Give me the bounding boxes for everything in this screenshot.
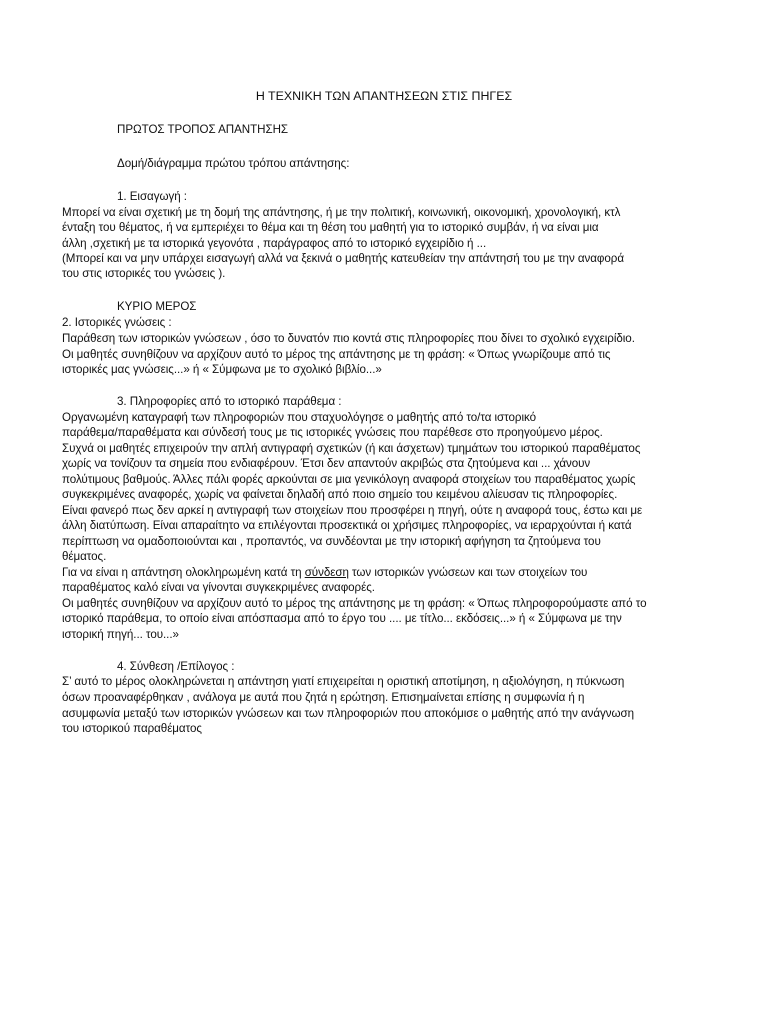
section3-line: Συχνά οι μαθητές επιχειρούν την απλή αντιγραφή σχετικών (ή και άσχετων) τμημάτων του ιστορικού παραθέματος [62,442,641,455]
section3-line: Οι μαθητές συνηθίζουν να αρχίζουν αυτό το μέρος της απάντησης με τη φράση: « Όπως πληροφορούμαστε από το [62,597,647,610]
section3-link-prefix: Για να είναι η απάντηση ολοκληρωμένη κατά τη [62,566,305,579]
section3-line: περίπτωση να ομαδοποιούνται και , προπαντός, να συνδέονται με την ιστορική αφήγηση τα ζητούμενα του [62,535,601,548]
section2-line: ιστορικές μας γνώσεις...» ή « Σύμφωνα με το σχολικό βιβλίο...» [62,363,382,376]
section3-heading: 3. Πληροφορίες από το ιστορικό παράθεμα : [117,395,342,408]
underlined-word: σύνδεση [304,566,349,579]
intro-heading: 1. Εισαγωγή : [117,190,187,203]
section3-line: πολύτιμους βαθμούς. Άλλες πάλι φορές αρκούνται σε μια γενικόλογη αναφορά στοιχείων του παραθέματος χωρίς [62,473,636,486]
section2-line: Παράθεση των ιστορικών γνώσεων , όσο το δυνατόν πιο κοντά στις πληροφορίες που δίνει το σχολικό εγχειρίδιο. [62,332,635,345]
intro-line: (Μπορεί και να μην υπάρχει εισαγωγή αλλά να ξεκινά ο μαθητής κατευθείαν την απάντησή του με την αναφορά [62,252,624,265]
section3-line: Είναι φανερό πως δεν αρκεί η αντιγραφή των στοιχείων που προσφέρει η πηγή, ούτε η αναφορά τους, έστω και με [62,504,643,517]
conclusion-line: του ιστορικού παραθέματος [62,722,202,735]
intro-line: ένταξη του θέματος, ή να εμπεριέχει το θέμα και τη θέση του μαθητή για το ιστορικό συμβάν, ή να είναι μια [62,221,599,234]
conclusion-line: Σ’ αυτό το μέρος ολοκληρώνεται η απάντηση γιατί επιχειρείται η οριστική αποτίμηση, η αξιολόγηση, η πύκνωση [62,675,625,688]
main-body-heading: ΚΥΡΙΟ ΜΕΡΟΣ [117,300,197,313]
section3-line: θέματος. [62,550,107,563]
section3-link-line [62,565,587,580]
section3-line: χωρίς να τονίζουν τα σημεία που ενδιαφέρουν. Έτσι δεν απαντούν ακριβώς στα ζητούμενα και ... χάνουν [62,457,591,470]
conclusion-line: όσων προαναφέρθηκαν , ανάλογα με αυτά που ζητά η ερώτηση. Επισημαίνεται επίσης η συμφωνία ή η [62,691,585,704]
document-title: Η ΤΕΧΝΙΚΗ ΤΩΝ ΑΠΑΝΤΗΣΕΩΝ ΣΤΙΣ ΠΗΓΕΣ [255,89,513,103]
structure-heading: Δομή/διάγραμμα πρώτου τρόπου απάντησης: [117,157,350,170]
conclusion-line: ασυμφωνία μεταξύ των ιστορικών γνώσεων και των πληροφοριών που αποκόμισε ο μαθητής από την ανάγνωση [62,707,635,720]
intro-line: Μπορεί να είναι σχετική με τη δομή της απάντησης, ή με την πολιτική, κοινωνική, οικονομική, χρονολογική, κτλ [62,206,621,219]
section3-line: συγκεκριμένες αναφορές, χωρίς να φαίνεται δηλαδή από ποιο σημείο του κειμένου αλίευσαν τις πληροφορίες. [62,488,618,501]
section3-link-suffix: των ιστορικών γνώσεων και των στοιχείων του [348,566,588,579]
section3-line: παραθέματος καλό είναι να γίνονται συγκεκριμένες αναφορές. [62,581,375,594]
section3-line: άλλη διατύπωση. Είναι απαραίτητο να επιλέγονται προσεκτικά οι χρήσιμες πληροφορίες, να ιεραρχούνται ή κατά [62,519,632,532]
section2-line: Οι μαθητές συνηθίζουν να αρχίζουν αυτό το μέρος της απάντησης με τη φράση: « Όπως γνωρίζουμε από τις [62,348,611,361]
first-method-heading: ΠΡΩΤΟΣ ΤΡΟΠΟΣ ΑΠΑΝΤΗΣΗΣ [117,123,289,136]
conclusion-heading: 4. Σύνθεση /Επίλογος : [117,660,235,673]
section3-line: ιστορική πηγή... του...» [62,628,179,641]
section3-line: Οργανωμένη καταγραφή των πληροφοριών που σταχυολόγησε ο μαθητής από το/τα ιστορικό [62,411,536,424]
intro-line: του στις ιστορικές του γνώσεις ). [62,267,226,280]
intro-line: άλλη ,σχετική με τα ιστορικά γεγονότα , παράγραφος από το ιστορικό εγχειρίδιο ή ... [62,237,487,250]
section2-heading: 2. Ιστορικές γνώσεις : [62,316,172,329]
section3-line: ιστορικό παράθεμα, το οποίο είναι απόσπασμα από το έργο του .... με τίτλο... εκδόσεις...» ή « Σύμφωνα με την [62,612,622,625]
section3-line: παράθεμα/παραθέματα και σύνδεσή τους με τις ιστορικές γνώσεις που παρέθεσε στο προηγούμενο μέρος. [62,426,603,439]
